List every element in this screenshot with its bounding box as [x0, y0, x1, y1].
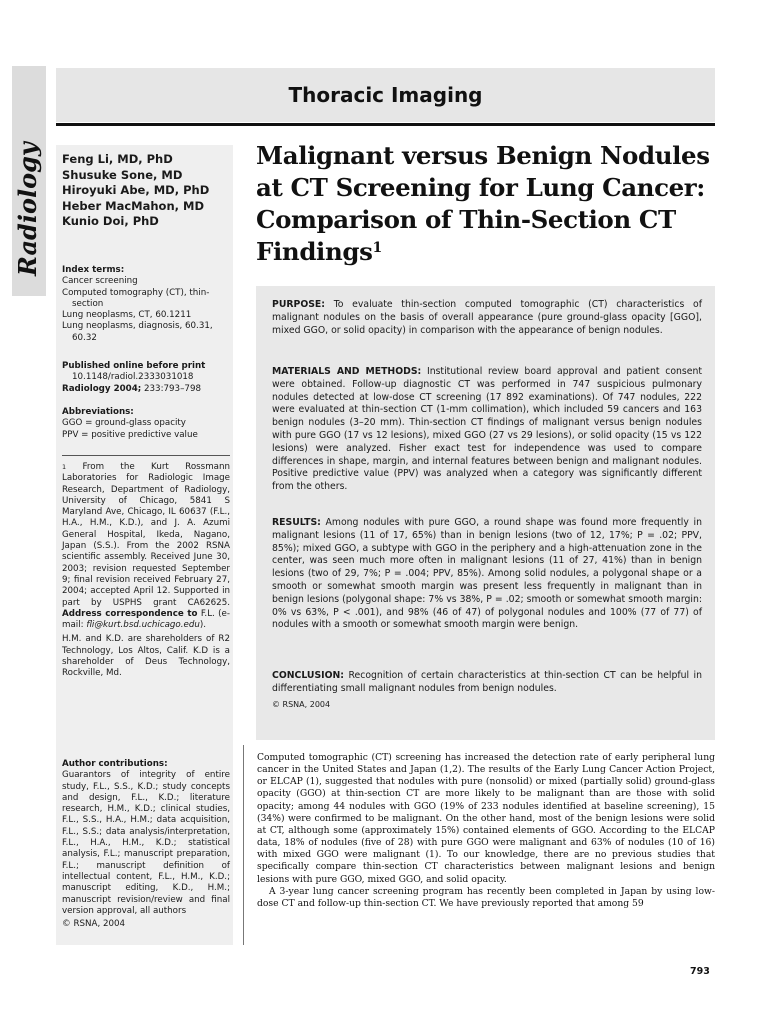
author: Feng Li, MD, PhD [62, 152, 173, 166]
abbreviations [62, 407, 230, 441]
published-heading: Published online before print [62, 361, 206, 371]
body-paragraph: A 3-year lung cancer screening program has recently been completed in Japan by using low-dose CT and follow-up thin-section CT. We have previously reported that among 59 [257, 885, 715, 909]
contributions-text: Guarantors of integrity of entire study, F.L., S.S., K.D.; study concepts and design, F.L., K.D.; literature research, H.M., K.D.; clinical studies, F.L., S.S., H.A., H.M.; data acquisition, F.L., S.S.; data analysis/interpretation, F.L., H.A., H.M., K.D.; statistical analysis, F.L.; manuscript preparation, F.L.; manuscript definition of intellectual content, F.L., H.M., K.D.; manuscript editing, K.D., H.M.; manuscript revision/review and final version approval, all authors [62, 770, 230, 916]
abstract-purpose [272, 299, 702, 337]
results-label: RESULTS: [272, 517, 321, 528]
index-term: Computed tomography (CT), thin-section [62, 287, 210, 309]
author: Hiroyuki Abe, MD, PhD [62, 183, 210, 197]
publication-info [62, 361, 230, 395]
article-title-text: Malignant versus Benign Nodules at CT Screening for Lung Cancer: Comparison of Thin-Section CT Findings [256, 141, 710, 266]
index-term: Lung neoplasms, CT, 60.1211 [62, 310, 192, 321]
results-text: Among nodules with pure GGO, a round shape was found more frequently in malignant lesions (11 of 17, 65%) than in benign lesions (two of 12, 17%; P = .02; PPV, 85%); mixed GGO, a subtype with GGO in the periphery and a high-attenuation zone in the center, was seen much more often in malignant lesions (11 of 27, 41%) than in benign lesions (two of 29, 7%; P = .004; PPV, 85%). Among solid nodules, a polygonal shape or a smooth or somewhat smooth margin was present less frequently in malignant than in benign lesions (polygonal shape: 7% vs 38%, P = .02; smooth or somewhat smooth margin: 0% vs 63%, P < .001), and 98% (46 of 47) of polygonal nodules and 100% (77 of 77) of nodules with a smooth or somewhat smooth margin were benign. [272, 517, 702, 631]
doi: 10.1148/radiol.2333031018 [72, 372, 194, 383]
section-banner [56, 68, 715, 122]
contributions-heading: Author contributions: [62, 759, 168, 769]
index-term: Cancer screening [62, 276, 138, 287]
abbreviations-heading: Abbreviations: [62, 407, 134, 417]
footnote-rule [62, 455, 230, 456]
contributions-copyright: © RSNA, 2004 [62, 919, 126, 930]
journal-name: Radiology [13, 142, 42, 276]
title-footnote-mark: 1 [372, 240, 382, 256]
author-list [62, 152, 230, 230]
methods-text: Institutional review board approval and patient consent were obtained. Follow-up diagnostic CT was performed in 747 suspicious pulmonary nodules detected at low-dose CT screening (17 892 examinations). Of 747 nodules, 222 were evaluated at thin-section CT (1-mm collimation), which included 59 cancers and 163 benign nodules (3–20 mm). Thin-section CT findings of malignant versus benign nodules with pure GGO (17 vs 12 lesions), mixed GGO (27 vs 29 lesions), or solid opacity (15 vs 122 lesions) were analyzed. Fisher exact test for independence was used to compare differences in shape, margin, and internal features between benign and malignant nodules. Positive predictive value (PPV) was analyzed when a category was significantly different from the others. [272, 366, 702, 493]
index-term: Lung neoplasms, diagnosis, 60.31, 60.32 [62, 321, 213, 343]
body-text [257, 752, 715, 910]
index-terms [62, 265, 230, 344]
body-paragraph: Computed tomographic (CT) screening has increased the detection rate of early peripheral lung cancer in the United States and Japan (1,2). The results of the Early Lung Cancer Action Project, or ELCAP (1), suggested that nodules with pure (nonsolid) or mixed (partially solid) ground-glass opacity (GGO) at thin-section CT are more likely to be malignant than are those with solid opacity; among 44 nodules with GGO (19% of 233 nodules identified at baseline screening), 15 (34%) were confirmed to be malignant. On the other hand, most of the benign lesions were solid at CT, although some (approximately 15%) contained elements of GGO. According to the ELCAP data, 18% of nodules (five of 28) with pure GGO were malignant and 63% of nodules (10 of 16) with mixed GGO were malignant (1). To our knowledge, there are no previous studies that specifically compare thin-section CT characteristics between malignant lesions and benign lesions with pure GGO, mixed GGO, and solid opacity. [257, 752, 715, 885]
affiliation-footnote [62, 462, 230, 680]
abbreviation: GGO = ground-glass opacity [62, 418, 186, 429]
section-title: Thoracic Imaging [288, 83, 483, 107]
correspondence-text: F.L. (e-mail: [62, 608, 231, 631]
disclosure: H.M. and K.D. are shareholders of R2 Technology, Los Altos, Calif. K.D is a shareholder of Deus Technology, Rockville, Md. [62, 634, 230, 679]
abstract-results [272, 517, 702, 632]
abbreviation: PPV = positive predictive value [62, 429, 198, 440]
correspondence-label: Address correspondence to [62, 608, 198, 619]
author: Shusuke Sone, MD [62, 167, 183, 182]
citation-details: 233:793–798 [141, 383, 202, 394]
footnote-mark: 1 [62, 463, 67, 471]
footnote-text: From the Kurt Rossmann Laboratories for Radiologic Image Research, Department of Radiology, University of Chicago, 5841 S Maryland Ave, Chicago, IL 60637 (F.L., H.A., H.M., K.D.), and J. A. Azumi General Hospital, Ikeda, Nagano, Japan (S.S.). From the 2002 RSNA scientific assembly. Received June 30, 2003; revision requested September 9; final revision received February 27, 2004; accepted April 12. Supported in part by USPHS grant CA62625. [62, 462, 230, 608]
abstract-copyright: © RSNA, 2004 [272, 700, 331, 709]
author: Kunio Doi, PhD [62, 214, 159, 228]
purpose-label: PURPOSE: [272, 299, 326, 310]
column-divider [243, 745, 244, 945]
correspondence-email[interactable]: fli@kurt.bsd.uchicago.edu [86, 620, 200, 631]
page-number: 793 [690, 966, 710, 977]
abstract-methods [272, 366, 702, 494]
abstract-conclusion [272, 670, 702, 696]
index-terms-heading: Index terms: [62, 265, 125, 275]
purpose-text: To evaluate thin-section computed tomographic (CT) characteristics of malignant nodules on the basis of overall appearance (pure ground-glass opacity [GGO], mixed GGO, or solid opacity) in comparison with the appearance of benign nodules. [272, 299, 702, 336]
author-contributions [62, 759, 230, 930]
citation-label: Radiology 2004; [62, 383, 142, 394]
article-title [256, 140, 716, 268]
correspondence-end: ). [199, 620, 207, 631]
conclusion-text: Recognition of certain characteristics at thin-section CT can be helpful in differentiating small malignant nodules from benign nodules. [272, 670, 702, 694]
author: Heber MacMahon, MD [62, 198, 204, 213]
conclusion-label: CONCLUSION: [272, 670, 345, 681]
methods-label: MATERIALS AND METHODS: [272, 366, 422, 377]
banner-rule [56, 123, 715, 126]
